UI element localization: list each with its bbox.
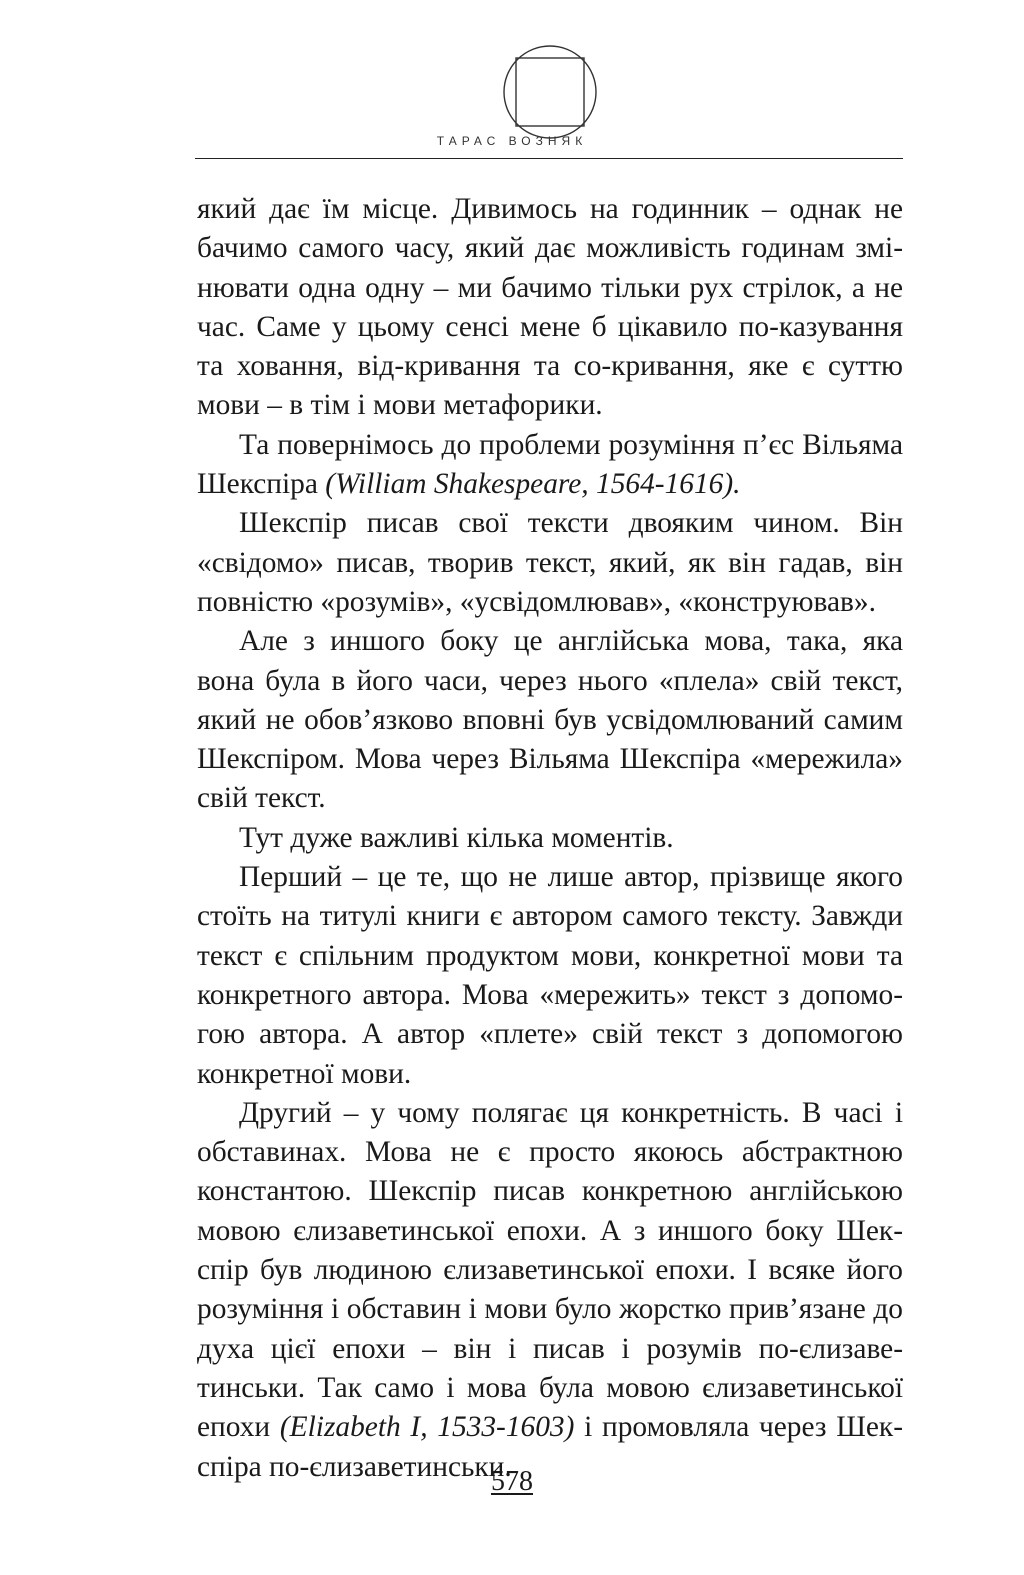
page-number: 578 [491,1466,533,1497]
paragraph-1: який дає їм місце. Дивимось на годинник – однак не бачимо самого часу, який дає можливість годинам змінювати одна одну – ми бачимо тільки рух стрілок, а не час. Саме у цьому сенсі мене б цікавило по-казування та ховання, від-кривання та со-кривання, яке є суттю мови – в тім і мови метафорики. [197,193,903,422]
paragraph-2-text: Та повернімось до проблеми розуміння п’єс Вільяма Шекспіра [197,428,903,501]
page-number-container [0,1466,1024,1498]
paragraph-3: Шекспір писав свої тексти двояким чином. Він «свідомо» писав, творив текст, який, як він гадав, він повністю «розумів», «усвідомлював», «конструював». [197,507,903,618]
header-rule [195,158,903,159]
paragraph-6: Перший – це те, що не лише автор, прізвище якого стоїть на титулі книги є автором самого тексту. Завжди текст є спільним продуктом мови, конкретної мови та конкретного автора. Мова «мережить» текст з допомогою автора. А автор «плете» свій текст з допомогою конкретної мови. [197,861,903,1090]
paragraph-2-citation: (William Shakespeare, 1564-1616). [325,468,741,501]
running-header-author: ТАРАС ВОЗНЯК [436,134,588,148]
paragraph-7 [197,1094,903,1487]
paragraph-7-citation: (Elizabeth I, 1533-1603) [279,1411,575,1444]
paragraph-4: Але з иншого боку це англійська мова, така, яка вона була в його часи, через нього «плела» свій текст, який не обов’язково вповні був усвідомлюваний самим Шекспіром. Мова через Вільяма Шекспіра «мережила» свій текст. [197,625,903,815]
paragraph-5: Тут дуже важливі кілька моментів. [239,821,674,854]
body-text [197,190,903,1487]
paragraph-2 [197,426,903,505]
paragraph-7-text: Другий – у чому полягає ця конкретність. В часі і обставинах. Мова не є просто якоюсь абстрактною константою. Шекспір писав конкретною англійською мовою єлизаветинської епохи. А з иншого боку Шекспір був людиною єлизаветинської епохи. І всяке його розуміння і обставин і мови було жорстко прив’язане до духа цієї епохи – він і писав і розумів по-єлизаветинськи. Так само і мова була мовою єлизаветинської епохи [197,1096,903,1444]
circle-square-emblem-icon [502,44,598,140]
paragraph-7-tail: і промовляла через Шекспіра по-єлизаветинськи. [197,1411,903,1483]
